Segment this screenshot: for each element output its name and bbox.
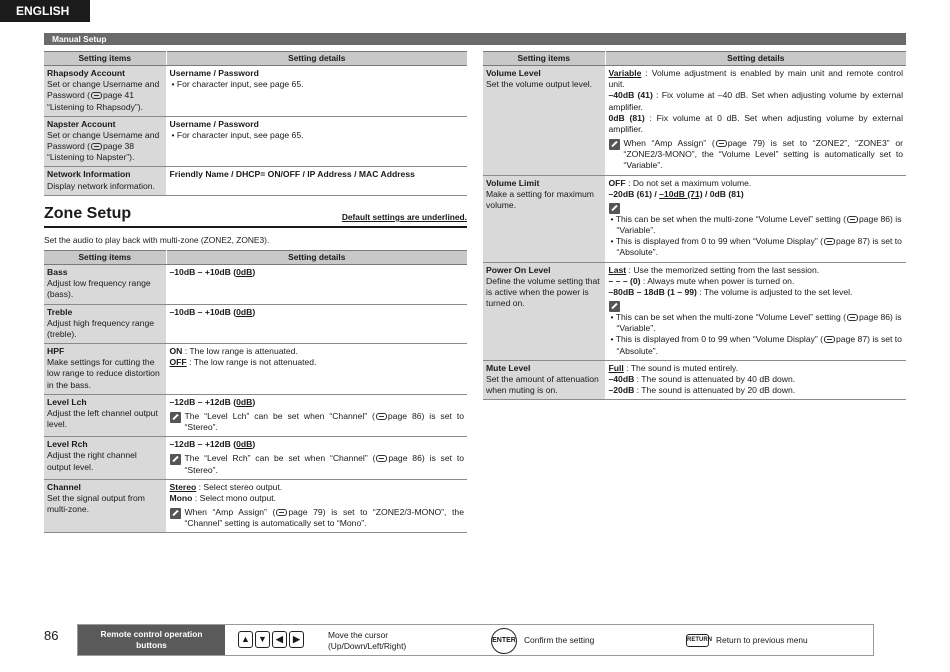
item-name-bass: Bass [47, 267, 68, 277]
item-name-channel: Channel [47, 481, 81, 492]
cursor-left-icon: ◀ [272, 631, 287, 648]
item-desc: Display network information. [47, 180, 155, 191]
page-reference-icon [91, 92, 102, 99]
item-name-level-rch: Level Rch [47, 439, 88, 450]
zone-setup-table [44, 250, 467, 533]
return-description: Return to previous menu [716, 635, 808, 645]
item-name-mute-level: Mute Level [486, 362, 531, 373]
section-bar-manual-setup: Manual Setup [44, 33, 906, 45]
note-pencil-icon [609, 139, 620, 150]
option-values: –20dB (61) / –10dB (71) / 0dB (81) [608, 188, 744, 199]
option-range: –80dB – 18dB (1 – 99) [608, 286, 697, 297]
page-reference-icon [824, 336, 835, 343]
default-settings-note: Default settings are underlined. [341, 212, 467, 223]
header-setting-items: Setting items [44, 52, 166, 66]
option-minus20: –20dB [608, 385, 635, 396]
option-mono: Mono [169, 492, 193, 503]
return-button-icon: RETURN [686, 634, 709, 647]
header-setting-items: Setting items [483, 52, 605, 66]
item-desc: Set or change Username and Password ( [47, 129, 160, 152]
option-stereo: Stereo [169, 481, 197, 492]
item-name-volume-limit: Volume Limit [486, 177, 540, 188]
item-name-power-on-level: Power On Level [486, 264, 551, 275]
table-row [44, 265, 467, 305]
page-reference-icon [276, 509, 287, 516]
option-mute: – – – (0) [608, 275, 641, 286]
range-value: –10dB – +10dB (0dB) [169, 267, 256, 277]
manual-setup-table [44, 51, 467, 196]
note-pencil-icon [170, 412, 181, 423]
item-desc: Adjust low frequency range (bass). [47, 278, 151, 300]
item-desc: Adjust high frequency range (treble). [47, 317, 155, 339]
page-reference-icon [824, 238, 835, 245]
item-desc: Make settings for cutting the low range to reduce distortion in the bass. [47, 357, 160, 390]
item-desc: Set the signal output from multi-zone. [47, 492, 145, 515]
page-reference-icon [91, 143, 102, 150]
item-name-hpf: HPF [47, 346, 65, 357]
page-reference-icon [716, 140, 727, 147]
language-tab: ENGLISH [0, 0, 90, 22]
note-pencil-icon [609, 203, 620, 214]
range-value: –12dB – +12dB (0dB) [169, 396, 256, 407]
header-setting-details: Setting details [166, 52, 467, 66]
table-row [44, 304, 467, 344]
item-desc-ref: page 41 “Listening to Rhapsody”). [47, 90, 144, 112]
note: The “Level Rch” can be set when “Channel” ( page 86) is set to “Stereo”. [170, 453, 465, 475]
item-desc: Define the volume setting that is active when the power is turned on. [486, 275, 600, 309]
option-on: ON [169, 346, 183, 357]
note: When “Amp Assign” ( page 79) is set to “ZONE2”, “ZONE3” or “ZONE2/3-MONO”, the “Volume Level” setting is automatically set to “Variable”. [609, 138, 904, 172]
note-pencil-icon [609, 301, 620, 312]
detail-title: Username / Password [169, 68, 259, 78]
item-name-treble: Treble [47, 306, 73, 317]
range-value: –12dB – +12dB (0dB) [169, 439, 256, 450]
cursor-down-icon: ▼ [255, 631, 270, 648]
option-last: Last [608, 264, 627, 275]
zone-setup-heading [44, 206, 467, 228]
item-desc: Set the volume output level. [486, 79, 593, 90]
note: • This can be set when the multi-zone “Volume Level” setting ( page 86) is “Variable”. • This is displayed from 0 to 99 when “Volume Display” ( page 87) is set to “Absolute”. [609, 301, 904, 357]
detail-title: Username / Password [169, 118, 259, 129]
section-title: Zone Setup [44, 205, 132, 223]
table-row: Volume Level Set the volume output level. Variable : Volume adjustment is enabled by main unit and remote control unit. –40dB (41) : Fix volume at –40 dB. Set when adjusting volume by external amplifier. 0dB (81) : Fix volume at 0 dB. Set when adjusting volume by external amplifier. When “Amp Assign” ( page 79) is set to “ZONE2”, “ZONE3” or “ZONE2/3-MONO”, the “Volume Level” setting is automatically set to “Variable”. [483, 66, 906, 176]
page-reference-icon [376, 455, 387, 462]
note: • This can be set when the multi-zone “Volume Level” setting ( page 86) is “Variable”. • This is displayed from 0 to 99 when “Volume Display” ( page 87) is set to “Absolute”. [609, 203, 904, 259]
page-reference-icon [847, 216, 858, 223]
page-reference-icon [847, 314, 858, 321]
option-minus40: –40dB (41) [608, 90, 653, 101]
table-row [44, 394, 467, 437]
note: When “Amp Assign” ( page 79) is set to “ZONE2/3-MONO”, the “Channel” setting is automatically set to “Mono”. [170, 507, 465, 529]
cursor-up-icon: ▲ [238, 631, 253, 648]
option-text: : Select stereo output. [196, 481, 283, 492]
item-desc: Adjust the left channel output level. [47, 407, 158, 430]
header-setting-details: Setting details [605, 52, 906, 66]
item-desc-ref: page 38 “Listening to Napster”). [47, 141, 135, 163]
option-text: : Select mono output. [192, 492, 277, 503]
detail-title: Friendly Name / DHCP= ON/OFF / IP Address / MAC Address [169, 169, 415, 180]
option-off: OFF [608, 177, 626, 188]
option-off: OFF [169, 357, 187, 368]
item-name-level-lch: Level Lch [47, 396, 87, 407]
table-row [44, 66, 467, 117]
item-desc: Set the amount of attenuation when muting is on. [486, 373, 599, 396]
table-row: Power On Level Define the volume setting that is active when the power is turned on. Last : Use the memorized setting from the last session. – – – (0) : Always mute when power is turned on. –80dB – 18dB (1 – 99) : The volume is adjusted to the set level. • This can be set when the multi-zone “Volume Level” setting ( page 86) is “Variable”. • This is displayed from 0 to 99 when “Volume Display” ( page 87) is set to “Absolute”. [483, 262, 906, 360]
item-desc: Make a setting for maximum volume. [486, 188, 594, 210]
detail-bullet: • For character input, see page 65. [171, 129, 304, 140]
option-text: : The low range is not attenuated. [186, 357, 317, 368]
detail-bullet: • For character input, see page 65. [171, 79, 304, 90]
zone-setup-table-continued [483, 51, 906, 400]
remote-control-legend [77, 624, 874, 656]
note-pencil-icon [170, 454, 181, 465]
option-text: : The low range is attenuated. [182, 346, 298, 357]
cursor-keys [238, 631, 304, 648]
item-name-rhapsody: Rhapsody Account [47, 68, 125, 78]
zone-intro-text: Set the audio to play back with multi-zone (ZONE2, ZONE3). [44, 235, 270, 245]
table-row [44, 437, 467, 480]
item-desc: Set or change Username and Password ( [47, 79, 160, 101]
table-row [44, 167, 467, 195]
range-value: –10dB – +10dB (0dB) [169, 306, 256, 317]
item-name-napster: Napster Account [47, 118, 116, 129]
option-0db: 0dB (81) [608, 112, 645, 123]
note: The “Level Lch” can be set when “Channel” ( page 86) is set to “Stereo”. [170, 411, 465, 433]
enter-description: Confirm the setting [524, 635, 595, 645]
cursor-description: Move the cursor (Up/Down/Left/Right) [328, 630, 407, 651]
table-row: Volume Limit Make a setting for maximum volume. OFF : Do not set a maximum volume. –20dB (61) / –10dB (71) / 0dB (81) • This can be set when the multi-zone “Volume Level” setting ( page 86) is “Variable”. • This is displayed from 0 to 99 when “Volume Display” ( page 87) is set to “Absolute”. [483, 175, 906, 262]
note-pencil-icon [170, 508, 181, 519]
table-row [44, 344, 467, 395]
item-name-volume-level: Volume Level [486, 68, 541, 78]
table-row: Mute Level Set the amount of attenuation when muting is on. Full : The sound is muted entirely. –40dB : The sound is attenuated by 40 dB down. –20dB : The sound is attenuated by 20 dB down. [483, 360, 906, 400]
page-number: 86 [44, 628, 59, 643]
header-setting-items: Setting items [44, 251, 166, 265]
remote-control-label: Remote control operation buttons [78, 625, 225, 655]
enter-button-icon: ENTER [491, 628, 517, 654]
table-row [44, 479, 467, 533]
item-name-network: Network Information [47, 169, 131, 180]
item-desc: Adjust the right channel output level. [47, 450, 137, 472]
option-variable: Variable [608, 68, 642, 78]
header-setting-details: Setting details [166, 251, 467, 265]
option-full: Full [608, 362, 624, 373]
page-reference-icon [376, 413, 387, 420]
table-row [44, 116, 467, 167]
cursor-right-icon: ▶ [289, 631, 304, 648]
option-minus40: –40dB [608, 373, 635, 384]
